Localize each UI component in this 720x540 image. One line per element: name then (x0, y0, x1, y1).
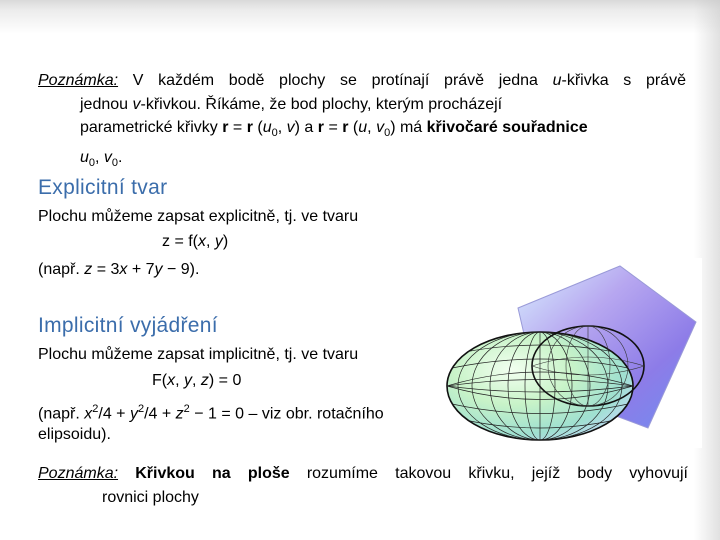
heading-explicit-form: Explicitní tvar (38, 176, 168, 199)
implicit-example-end: elipsoidu). (38, 426, 111, 443)
term-curve-on-surface: Křivkou na ploše (135, 465, 290, 482)
explicit-formula: z = f(x, y) (162, 233, 229, 250)
note-curvilinear-coordinates (38, 69, 686, 175)
implicit-formula: F(x, y, z) = 0 (152, 372, 242, 389)
note1-line2: jednou v-křivkou. Říkáme, že bod plochy, kterým procházejí (80, 95, 503, 113)
note1-line1: Poznámka: V každém bodě plochy se protínají právě jedna u-křivka s právě (38, 72, 686, 89)
explicit-intro: Plochu můžeme zapsat explicitně, tj. ve tvaru (38, 208, 359, 225)
note1-line4: $u_0$, $v_0$. (80, 148, 123, 169)
note1-line3: parametrické křivky r = r ($u_0$, v) a r = r (u, $v_0$) má křivočaré souřadnice (80, 119, 588, 140)
note2-label: Poznámka: (38, 465, 119, 482)
note2-line2: rovnici plochy (102, 489, 199, 506)
term-curvilinear-coordinates: křivočaré souřadnice (426, 119, 588, 136)
note-curve-on-surface (38, 462, 688, 510)
ellipsoid-plot-image (440, 258, 702, 448)
heading-implicit-form: Implicitní vyjádření (38, 314, 218, 337)
implicit-intro: Plochu můžeme zapsat implicitně, tj. ve tvaru (38, 346, 359, 363)
note1-label: Poznámka: (38, 72, 119, 89)
implicit-example: (např. $x^2/4 + y^2/4 + z^2 - 1 = 0$ – viz obr. rotačního (38, 403, 384, 423)
explicit-example: (např. z = 3x + 7y − 9). (38, 261, 200, 278)
note2-line1: Poznámka: Křivkou na ploše rozumíme takovou křivku, jejíž body vyhovují (38, 465, 688, 482)
